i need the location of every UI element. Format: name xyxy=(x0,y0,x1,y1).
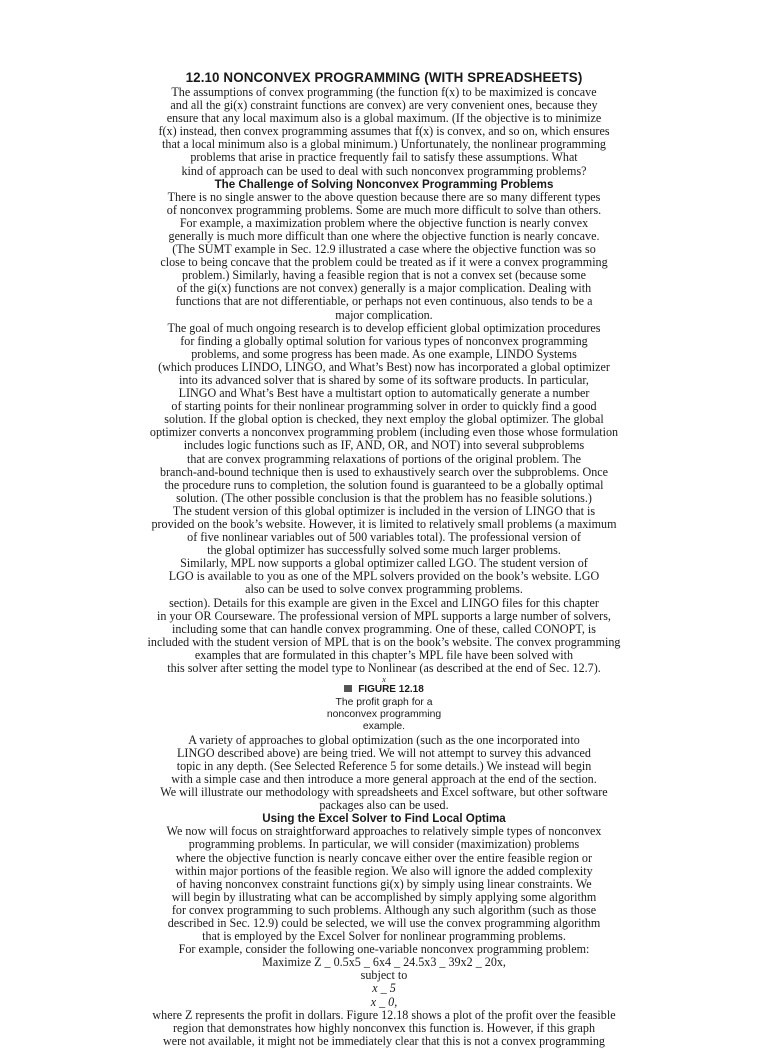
text-line: functions that are not differentiable, or perhaps not even continuous, also tends to be a xyxy=(175,294,593,309)
text-line: generally is much more difficult than one where the objective function is nearly concave. xyxy=(168,228,600,243)
text-line: solution. (The other possible conclusion is that the problem has no feasible solutions.) xyxy=(176,490,592,505)
text-line: for finding a globally optimal solution for various types of nonconvex programming xyxy=(180,333,588,348)
text-line: f(x) instead, then convex programming assumes that f(x) is convex, and so on, which ensures xyxy=(158,124,610,139)
text-line: (which produces LINDO, LINGO, and What’s Best) now has incorporated a global optimizer xyxy=(158,359,610,374)
text-line: of having nonconvex constraint functions gi(x) by simply using linear constraints. We xyxy=(176,876,592,891)
figure-caption xyxy=(120,684,648,734)
figure-caption-line: example. xyxy=(362,721,406,733)
text-line: that a local minimum also is a global minimum.) Unfortunately, the nonlinear programming xyxy=(162,137,606,152)
text-line: problem.) Similarly, having a feasible region that is not a convex set (because some xyxy=(182,268,586,283)
text-line: where the objective function is nearly concave either over the entire feasible region or xyxy=(175,850,593,865)
text-line: with a simple case and then introduce a more general approach at the end of the section. xyxy=(171,772,597,787)
text-line: kind of approach can be used to deal with such nonconvex programming problems? xyxy=(181,163,587,178)
text-line: of nonconvex programming problems. Some are much more difficult to solve than others. xyxy=(166,202,602,217)
text-line: of the gi(x) functions are not convex) generally is a major complication. Dealing with xyxy=(176,281,592,296)
text-line: will begin by illustrating what can be accomplished by simply applying some algorithm xyxy=(171,889,597,904)
math-constraint: x _ 5 xyxy=(372,981,396,996)
text-line: also can be used to solve convex programming problems. xyxy=(245,582,523,597)
text-line: For example, a maximization problem where the objective function is nearly convex xyxy=(179,215,589,230)
text-line: ensure that any local maximum also is a global maximum. (If the objective is to minimize xyxy=(166,111,602,126)
document-page xyxy=(120,70,648,1048)
paragraph-approaches xyxy=(120,734,648,813)
text-line: within major portions of the feasible region. We also will ignore the added complexity xyxy=(175,863,593,878)
text-line: of five nonlinear variables out of 500 variables total). The professional version of xyxy=(187,530,581,545)
text-line: described in Sec. 12.9) could be selected, we will use the convex programming algorithm xyxy=(167,915,601,930)
text-line: the procedure runs to completion, the solution found is guaranteed to be a globally optimal xyxy=(164,477,604,492)
text-line: programming problems. In particular, we will consider (maximization) problems xyxy=(188,837,580,852)
text-line: (The SUMT example in Sec. 12.9 illustrated a case where the objective function was so xyxy=(172,242,596,257)
figure-label-text: FIGURE 12.18 xyxy=(358,684,424,696)
math-objective: Maximize Z _ 0.5x5 _ 6x4 _ 24.5x3 _ 39x2 _ 20x, xyxy=(262,955,506,970)
text-line: in your OR Courseware. The professional version of MPL supports a large number of solvers, xyxy=(157,608,611,623)
text-line: for convex programming to such problems. Although any such algorithm (such as those xyxy=(171,902,597,917)
text-line: including some that can handle convex programming. One of these, called CONOPT, is xyxy=(172,621,596,636)
stray-x-mark: x xyxy=(382,675,386,685)
text-line: section). Details for this example are given in the Excel and LINGO files for this chapter xyxy=(169,595,599,610)
text-line: LINGO and What’s Best have a multistart option to automatically generate a number xyxy=(178,386,590,401)
text-line: A variety of approaches to global optimization (such as the one incorporated into xyxy=(188,732,580,747)
text-line: of starting points for their nonlinear programming solver in order to quickly find a good xyxy=(171,399,597,414)
text-line: this solver after setting the model type to Nonlinear (as described at the end of Sec. 12.7). xyxy=(167,661,601,676)
text-line: LINGO described above) are being tried. We will not attempt to survey this advanced xyxy=(177,745,591,760)
text-line: For example, consider the following one-variable nonconvex programming problem: xyxy=(178,942,590,957)
text-line: provided on the book’s website. However, it is limited to relatively small problems (a maximum xyxy=(151,517,617,531)
text-line: branch-and-bound technique then is used to exhaustively search over the subproblems. Once xyxy=(159,464,608,479)
section-title: 12.10 NONCONVEX PROGRAMMING (WITH SPREADSHEETS) xyxy=(185,70,583,85)
text-line: We will illustrate our methodology with spreadsheets and Excel software, but other software xyxy=(160,785,608,800)
figure-label xyxy=(120,684,648,696)
text-line: The student version of this global optimizer is included in the version of LINGO that is xyxy=(172,503,596,518)
math-constraint: x _ 0, xyxy=(370,994,398,1009)
figure-caption-line: The profit graph for a xyxy=(335,696,433,708)
math-subject-to: subject to xyxy=(360,968,408,983)
text-line: We now will focus on straightforward approaches to relatively simple types of nonconvex xyxy=(166,824,602,839)
text-line: major complication. xyxy=(335,307,433,322)
text-line: There is no single answer to the above question because there are so many different types xyxy=(167,189,601,204)
text-line: and all the gi(x) constraint functions are convex) are very convenient ones, because they xyxy=(170,98,598,113)
text-line: topic in any depth. (See Selected Reference 5 for some details.) We instead will begin xyxy=(176,758,592,773)
text-line: includes logic functions such as IF, AND, OR, and NOT) into several subproblems xyxy=(183,438,585,453)
paragraph-profit xyxy=(120,1009,648,1048)
text-line: into its advanced solver that is shared by some of its software products. In particular, xyxy=(179,372,589,387)
paragraph-challenge xyxy=(120,191,648,322)
text-line: packages also can be used. xyxy=(319,798,449,813)
text-line: close to being concave that the problem could be treated as if it were a convex programming xyxy=(160,255,608,270)
text-line: the global optimizer has successfully solved some much larger problems. xyxy=(207,543,561,558)
text-line: Similarly, MPL now supports a global optimizer called LGO. The student version of xyxy=(180,556,588,571)
text-line: optimizer converts a nonconvex programming problem (including even those whose formulation xyxy=(149,425,619,440)
text-line: that are convex programming relaxations of portions of the original problem. The xyxy=(186,451,582,466)
figure-caption-line: nonconvex programming xyxy=(326,708,442,720)
text-line: included with the student version of MPL that is on the book’s website. The convex programming xyxy=(147,634,621,649)
text-line: LGO is available to you as one of the MPL solvers provided on the book’s website. LGO xyxy=(168,569,600,584)
paragraph-mpl xyxy=(120,557,648,675)
subheading-challenge: The Challenge of Solving Nonconvex Programming Problems xyxy=(214,177,554,191)
paragraph-excel-solver xyxy=(120,825,648,956)
text-line: problems that arise in practice frequently fail to satisfy these assumptions. What xyxy=(190,150,578,165)
square-bullet-icon xyxy=(344,685,352,692)
text-line: examples that are formulated in this chapter’s MPL file have been solved with xyxy=(194,647,574,662)
text-line: where Z represents the profit in dollars. Figure 12.18 shows a plot of the profit over the feasible xyxy=(152,1007,616,1022)
intro-paragraph xyxy=(120,86,648,178)
text-line: The assumptions of convex programming (the function f(x) to be maximized is concave xyxy=(171,85,597,99)
subheading-excel-solver: Using the Excel Solver to Find Local Optima xyxy=(262,812,506,826)
text-line: problems, and some progress has been made. As one example, LINDO Systems xyxy=(191,346,577,361)
text-line: were not available, it might not be immediately clear that this is not a convex programming xyxy=(163,1033,605,1048)
text-line: The goal of much ongoing research is to develop efficient global optimization procedures xyxy=(167,320,601,335)
math-formulation xyxy=(120,956,648,1008)
text-line: that is employed by the Excel Solver for nonlinear programming problems. xyxy=(202,929,566,944)
paragraph-global-optimization xyxy=(120,322,648,558)
text-line: solution. If the global option is checked, they next employ the global optimizer. The global xyxy=(164,412,604,427)
text-line: region that demonstrates how highly nonconvex this function is. However, if this graph xyxy=(172,1020,596,1035)
